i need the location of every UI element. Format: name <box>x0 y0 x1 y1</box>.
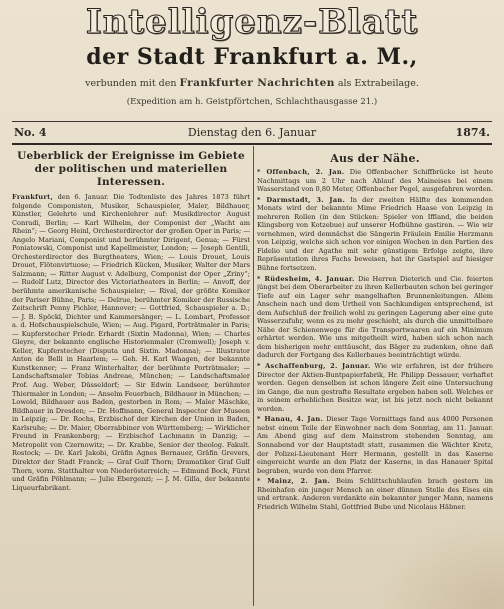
right-column <box>257 148 493 606</box>
issue-year: 1874. <box>455 126 490 139</box>
subline-suffix: als Extrabeilage. <box>337 78 419 89</box>
article-lead: * Rüdesheim, 4. Januar. <box>257 274 355 283</box>
column-divider <box>253 146 254 606</box>
newspaper-subtitle: der Stadt Frankfurt a. M., <box>86 44 418 70</box>
article-lead: * Mainz, 2. Jan. <box>257 477 331 486</box>
article-lead: * Hanau, 4. Jan. <box>257 415 324 424</box>
dateline-top-rule <box>12 121 492 122</box>
issue-number: No. 4 <box>14 126 47 139</box>
left-column-heading: Ueberblick der Ereignisse im Gebiete der politischen und materiellen Interessen. <box>17 150 245 188</box>
article-paragraph <box>257 196 493 273</box>
article-lead: * Aschaffenburg, 2. Januar. <box>257 362 371 371</box>
masthead-subline <box>50 77 454 90</box>
article-text: Dieser Tage Vormittags fand aus 4000 Personen nebst einem Teile der Einwohner nach dem Sonntag, am 11. Januar. Am Abend ging auf dem Mainstrom stehenden Sonntag, am Sonnabend vor der Hauptstadt statt, zusammen die Wächter Kretz, der Polizei-Lieutenant Herr Hermann, gestellt in das Kaserne eingereicht wurde an den Platz der Kaserne, in das Hanauer Spital begraben, wurde von dem Pfarrer. <box>257 415 493 475</box>
article-lead: Frankfurt, <box>12 193 54 201</box>
dateline-bottom-rule <box>12 143 492 145</box>
article-text: Die Offenbacher Schiffbrücke ist heute Nachmittags um 2 Uhr nach Ablauf des Maineises bei einem Wasserstand von 0,80 Meter, Offenbacher Pegel, ausgefahren worden. <box>257 168 493 194</box>
article-text: Wie wir erfahren, ist der frühere Director der Aktien-Buntpapierfabrik, Hr. Philipp Dessauer, verhaftet worden. Gegen denselben ist schon längere Zeit eine Untersuchung im Gange, die nun gestrafte Resultate ergeben haben soll. Welches er in seinem erheblichen Besitze war, ist bis jetzt noch nicht bekannt worden. <box>257 362 493 413</box>
issue-date: Dienstag den 6. Januar <box>187 126 317 139</box>
left-column <box>12 148 250 606</box>
article-paragraph <box>257 362 493 413</box>
subline-prefix: verbunden mit den <box>85 78 177 89</box>
article-lead: * Darmstadt, 3. Jan. <box>257 195 346 204</box>
dateline <box>14 124 490 141</box>
article-paragraph <box>257 275 493 360</box>
article-paragraph <box>257 415 493 475</box>
right-column-heading: Aus der Nähe. <box>330 152 420 165</box>
article-paragraph <box>257 477 493 511</box>
article-text: Beim Schlittschuhlaufen brach gestern im Rheinhafen ein junger Mensch an einer dünnen Stelle des Eises ein und ertrank. Anderen verdankte ein bekannter junger Mann, namens Friedrich Wilhelm Stahl, Gottfried Bube und Nicolaus Häbner. <box>257 477 493 511</box>
expedition-address: (Expedition am h. Geistpförtchen, Schlachthausgasse 21.) <box>126 97 378 107</box>
article-text: Die Herren Dieterich und Cie. feierten jüngst bei dem Oberarbeiter zu ihren Kellerbauten schon bei geringer Tiefe auf ein Lager sehr mangelhaften Brunnenleitungen. Allem Anschein nach und dem Urtheil von Sachkundigen entsprechend, ist dem Aufschluß der freilich wohl zu geringen Lagerung aber eine gute Wasserzufuhr, wenn es zu mehr geschieht, als durch die unmittelbare Nähe der Schienenwege für die Transportwaaren auf ein Minimum erhärtet werden. Wie uns mitgetheilt wird, haben sich schon nach dem bisherigen mehr enttäuscht, das Bäger zu zudenken, ohne daß dadurch der Fortgang des Kellerbaues beeinträchtigt würde. <box>257 274 493 360</box>
newspaper-title: Intelligenz-Blatt <box>85 2 419 42</box>
article-lead: * Offenbach, 2. Jan. <box>257 168 345 176</box>
article-paragraph <box>12 193 250 492</box>
subline-frankfurter-nachrichten: Frankfurter Nachrichten <box>179 77 335 89</box>
article-paragraph <box>257 168 493 194</box>
article-text: den 6. Januar. Die Todtenliste des Jahres 1873 führt folgende Componisten, Musiker, Schauspieler, Maler, Bildhauer, Künstler, Gelehrte und Kirchenlehrer auf: Musikdirector August Conradi, Berlin; — Karl Wilhelm, der Componist der „Wacht am Rhein“; — Georg Heinl, Orchesterdirector der großen Oper in Paris; — Angelo Mariani, Componist und berühmter Dirigent, Genua; — Fürst Poniatowski, Componist und Kapellmeister, London; — Joseph Gentili, Orchesterdirector des Burgtheaters, Wien; — Louis Drouet, Louis Drouet, Flötenvirtuose; — Friedrich Kücken, Musiker, Walter der Mars Salzmann; — Ritter August v. Adelburg, Componist der Oper „Zriny“; — Rudolf Lutz, Director des Victoriatheaters in Berlin; — Anvoff, der berühmte amerikanische Schauspieler; — Rival, der größte Komiker der Pariser Bühne, Paris; — Delrue, berühmter Komiker der Russische Zeitschrift Penny Pichler, Hannover; — Gottfried, Schauspieler a. D.; — J. B. Spöckl, Dichter und Kammersänger; — L. Lombart, Professor a. d. Hofschauspielschule, Wien; — Aug. Pigard, Porträtmaler in Paris; — Kupferstecher Friedr. Erhardt (Sixtin Madonna), Wien; — Charles Gleyre, der bekannte englische Historienmaler (Cromwell); Joseph v. Keller, Kupferstecher (Disputa und Sixtin. Madonna); — Illustrator Anton de Belli in Haarlem; — Geh. H. Karl Waagen, der bekannte Kunstkenner; — Franz Winterhalter, der berühmte Porträtmaler; — Landschaftsmaler Tobias Andreae, München; — Landschaftsmaler Prof. Aug. Weber, Düsseldorf; — Sir Edwin Landseer, berühmter Thiermaler in London; — Anselm Feuerbach, Bildhauer in München; — Lowold, Bildhauer aus Baden, gestorben in Rom; — Maler Mäschke, Bildhauer in Dresden; — Dr. Hoffmann, General Inspector der Museen in Leipzig; — Dr. Rochs, Erzbischof der Kirchen der Union in Baden, Karlsruhe; — Dr. Maier, Oberrabbiner von Württemberg; — Wirklicher Freund in Frankenberg; — Erzbischof Lachmann in Danzig; — Metropolit von Czernowitz; — Dr. Krabbe, Senior der theolog. Fakult. Rostock; — Dr. Karl Jakobi, Gräfin Agnes Bernauer, Gräfin Grevers, Direktor der Stadt Franck; — Graf Gulf Thorn; Dramatiker Graf Gulf Thorn, vorm. Statthalter von Niederösterreich; — Edmund Bock, Fürst und Gräfin Pöhlmann; — Julie Ebergenzi; — J. M. Gilla, der bekannte Liqueurfabrikant. <box>12 193 250 492</box>
article-text: In der zweiten Hälfte des kommenden Monats wird der bekannte Mime Friedrich Haase von Leipzig in mehreren Rollen (in den Stücken: Spieler von Iffland, die beiden Klingsberg von Kotzebue) auf unserer Hofbühne gastiren. — Wie wir vernehmen, wird demnächst die Sängerin Fräulein Emilie Herzmann von Leipzig, welche sich schon vor einigen Wochen in den Partien des Fidelio und der Agathe mit sehr günstigem Erfolge zeigte, ihre Repräsentation ihres Fachs beweisen, hat ihr Gastspiel auf hiesiger Bühne fortsetzen. <box>257 195 493 273</box>
